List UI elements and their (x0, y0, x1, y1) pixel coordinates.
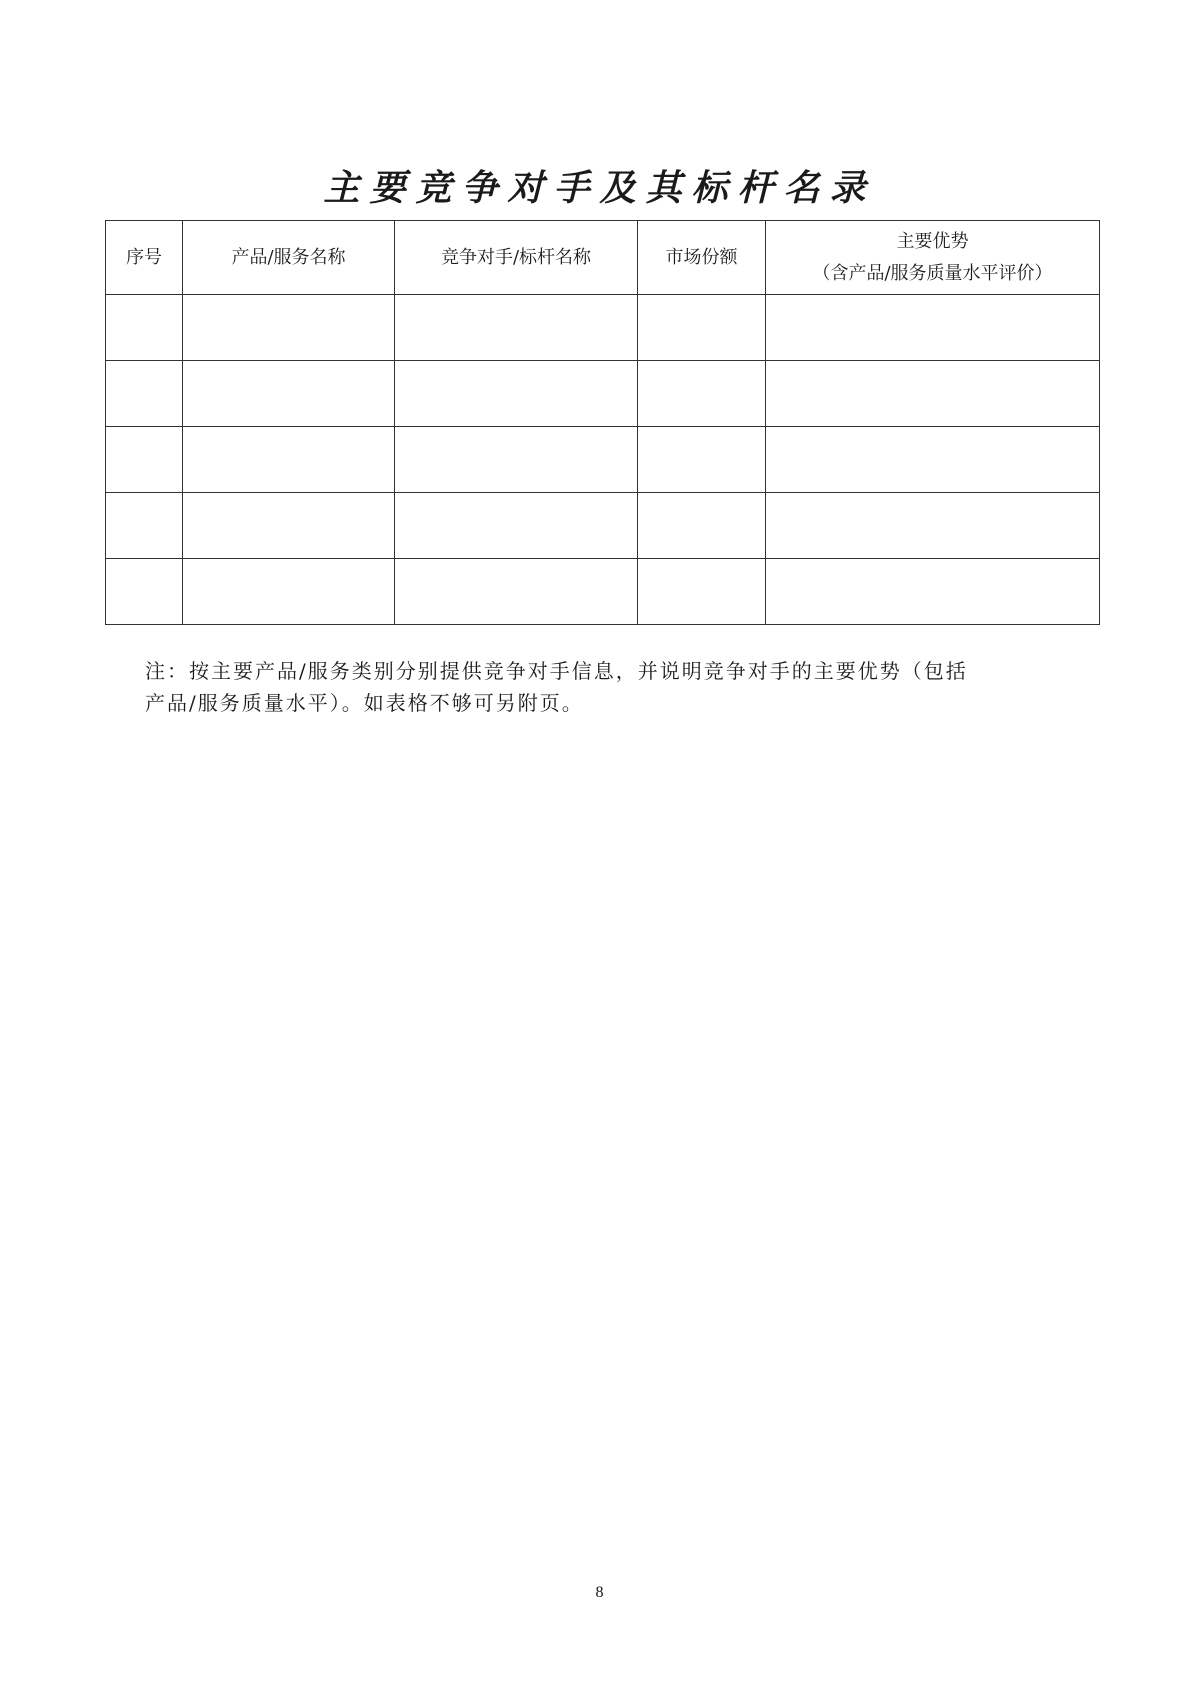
table-cell[interactable] (106, 361, 183, 427)
header-product-service-name: 产品/服务名称 (183, 221, 395, 295)
table-row (106, 361, 1100, 427)
table-cell[interactable] (395, 493, 638, 559)
table-row (106, 295, 1100, 361)
table-row (106, 427, 1100, 493)
table-cell[interactable] (183, 493, 395, 559)
table-cell[interactable] (638, 361, 766, 427)
table-header-row (106, 221, 1100, 295)
page-number: 8 (595, 1584, 604, 1601)
header-main-advantages: 主要优势 （含产品/服务质量水平评价） (766, 221, 1100, 295)
table-cell[interactable] (766, 427, 1100, 493)
table-cell[interactable] (106, 559, 183, 625)
table-cell[interactable] (395, 559, 638, 625)
table-cell[interactable] (106, 427, 183, 493)
table-cell[interactable] (766, 295, 1100, 361)
header-serial-number: 序号 (106, 221, 183, 295)
table-cell[interactable] (106, 493, 183, 559)
table-cell[interactable] (183, 427, 395, 493)
header-competitor-benchmark-name: 竞争对手/标杆名称 (395, 221, 638, 295)
table-row (106, 559, 1100, 625)
header-market-share: 市场份额 (638, 221, 766, 295)
table-cell[interactable] (395, 427, 638, 493)
table-cell[interactable] (638, 427, 766, 493)
table-cell[interactable] (638, 493, 766, 559)
table-cell[interactable] (183, 559, 395, 625)
footnote-line: 产品/服务质量水平）。如表格不够可另附页。 (145, 691, 584, 715)
table-footnote (145, 655, 1065, 719)
table-cell[interactable] (395, 295, 638, 361)
table-row (106, 493, 1100, 559)
table-cell[interactable] (106, 295, 183, 361)
table-cell[interactable] (183, 295, 395, 361)
table-cell[interactable] (638, 295, 766, 361)
table-cell[interactable] (766, 493, 1100, 559)
table-cell[interactable] (183, 361, 395, 427)
table-cell[interactable] (766, 559, 1100, 625)
page-title: 主要竞争对手及其标杆名录 (323, 167, 876, 209)
footnote-line: 注：按主要产品/服务类别分别提供竞争对手信息，并说明竞争对手的主要优势（包括 (145, 659, 968, 683)
table-cell[interactable] (395, 361, 638, 427)
competitor-benchmark-table (105, 220, 1100, 625)
table-cell[interactable] (638, 559, 766, 625)
table-cell[interactable] (766, 361, 1100, 427)
